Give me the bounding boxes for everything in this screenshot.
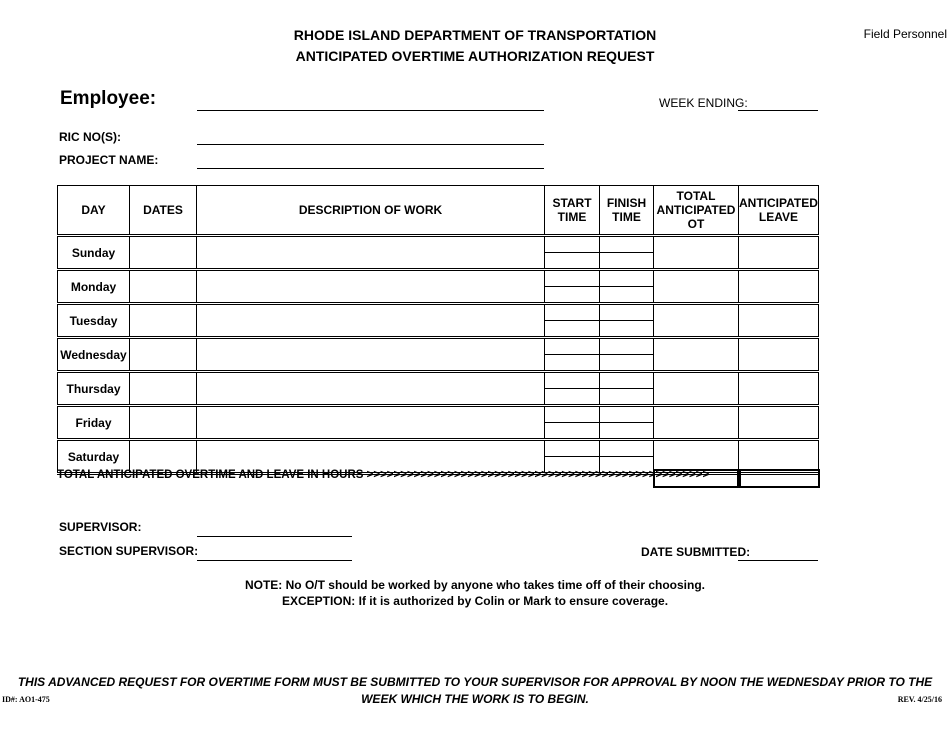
leave-cell[interactable] [739,338,819,372]
start-time-cell[interactable] [545,372,600,406]
start-time-cell[interactable] [545,236,600,270]
description-cell[interactable] [197,406,545,440]
start-time-cell[interactable] [545,304,600,338]
table-header-row [58,186,819,236]
footer-instruction: THIS ADVANCED REQUEST FOR OVERTIME FORM MUST BE SUBMITTED TO YOUR SUPERVISOR FOR APPROVAL BY NOON THE WEDNESDAY PRIOR TO THE WEEK WHICH THE WORK IS TO BEGIN. [17,675,933,706]
leave-cell[interactable] [739,406,819,440]
section-supervisor-label: SECTION SUPERVISOR: [59,544,199,558]
employee-field[interactable] [197,110,544,111]
finish-time-cell[interactable] [600,304,654,338]
total-ot-cell[interactable] [654,338,739,372]
revision-date: REV. 4/25/16 [897,695,942,704]
form-title-line2: ANTICIPATED OVERTIME AUTHORIZATION REQUEST [295,48,655,64]
leave-cell[interactable] [739,236,819,270]
total-ot-cell[interactable] [654,406,739,440]
finish-time-cell[interactable] [600,236,654,270]
table-row [58,236,819,270]
finish-time-cell[interactable] [600,406,654,440]
start-time-cell[interactable] [545,406,600,440]
dates-cell[interactable] [130,236,197,270]
col-header-total-ot: TOTAL ANTICIPATED OT [654,186,739,236]
col-header-finish-time: FINISH TIME [600,186,654,236]
dates-cell[interactable] [130,406,197,440]
total-ot-cell[interactable] [654,372,739,406]
week-ending-label: WEEK ENDING: [659,96,748,110]
col-header-description: DESCRIPTION OF WORK [197,186,545,236]
table-row [58,338,819,372]
leave-cell[interactable] [739,270,819,304]
project-name-field[interactable] [197,168,544,169]
finish-time-cell[interactable] [600,270,654,304]
form-id: ID#: AO1-475 [2,695,50,704]
ric-field[interactable] [197,144,544,145]
table-row [58,372,819,406]
note-line2: EXCEPTION: If it is authorized by Colin or Mark to ensure coverage. [281,594,669,608]
dates-cell[interactable] [130,270,197,304]
day-cell: Thursday [58,372,130,406]
overtime-table [57,185,819,475]
supervisor-field[interactable] [197,536,352,537]
day-cell: Tuesday [58,304,130,338]
section-supervisor-field[interactable] [197,560,352,561]
total-ot-cell[interactable] [654,236,739,270]
day-cell: Saturday [58,440,130,474]
description-cell[interactable] [197,372,545,406]
col-header-day: DAY [58,186,130,236]
total-ot-cell[interactable] [654,304,739,338]
table-row [58,406,819,440]
day-cell: Friday [58,406,130,440]
total-ot-box[interactable] [653,469,741,488]
date-submitted-label: DATE SUBMITTED: [641,545,751,559]
start-time-cell[interactable] [545,338,600,372]
total-ot-cell[interactable] [654,270,739,304]
supervisor-label: SUPERVISOR: [59,520,142,534]
ric-label: RIC NO(S): [59,130,121,144]
description-cell[interactable] [197,304,545,338]
description-cell[interactable] [197,270,545,304]
day-cell: Monday [58,270,130,304]
total-hours-label: TOTAL ANTICIPATED OVERTIME AND LEAVE IN HOURS >>>>>>>>>>>>>>>>>>>>>>>>>>>>>>>>>>>>>>>>>>>>>>>>>>> [57,469,710,481]
day-cell: Wednesday [58,338,130,372]
project-name-label: PROJECT NAME: [59,153,159,167]
employee-label: Employee: [60,88,157,109]
col-header-dates: DATES [130,186,197,236]
day-cell: Sunday [58,236,130,270]
dates-cell[interactable] [130,304,197,338]
note-line1: NOTE: No O/T should be worked by anyone who takes time off of their choosing. [244,578,706,592]
week-ending-field[interactable] [738,110,818,111]
dates-cell[interactable] [130,372,197,406]
start-time-cell[interactable] [545,270,600,304]
finish-time-cell[interactable] [600,372,654,406]
total-leave-box[interactable] [737,469,820,488]
description-cell[interactable] [197,236,545,270]
field-personnel-label: Field Personnel [863,27,947,41]
table-row [58,304,819,338]
leave-cell[interactable] [739,304,819,338]
table-row [58,270,819,304]
form-title-line1: RHODE ISLAND DEPARTMENT OF TRANSPORTATION [293,27,657,43]
date-submitted-field[interactable] [738,560,818,561]
dates-cell[interactable] [130,338,197,372]
finish-time-cell[interactable] [600,338,654,372]
col-header-anticipated-leave: ANTICIPATED LEAVE [739,186,819,236]
leave-cell[interactable] [739,372,819,406]
description-cell[interactable] [197,338,545,372]
col-header-start-time: START TIME [545,186,600,236]
